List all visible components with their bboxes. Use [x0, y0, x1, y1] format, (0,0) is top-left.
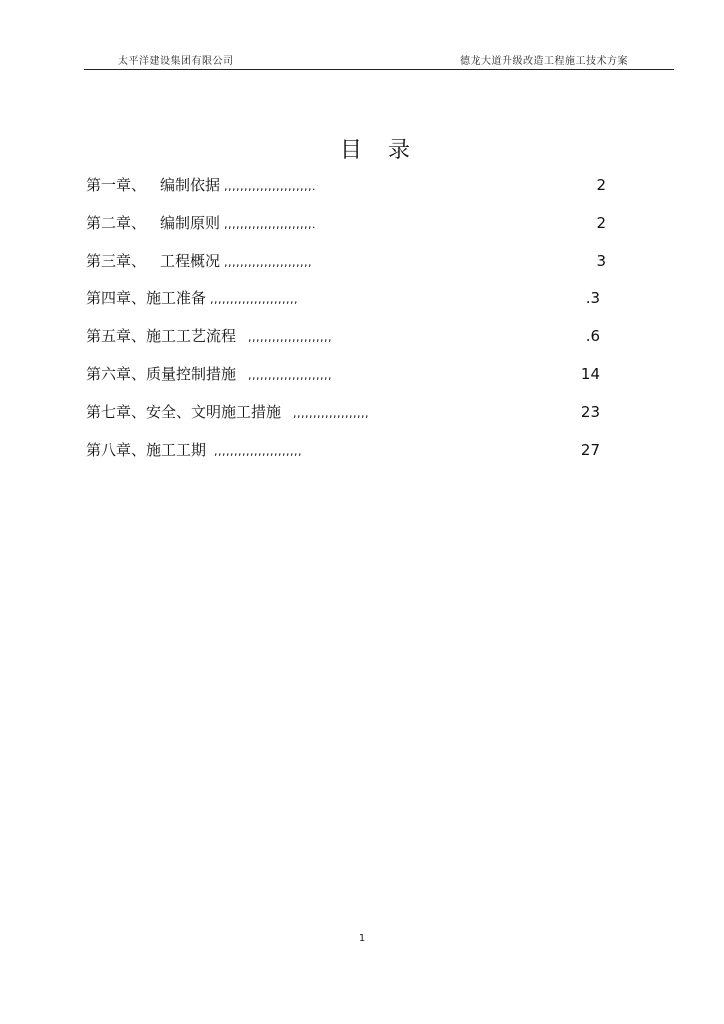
toc-leader: ,,,,,,,,,,,,,,,,,,,,,,.: [224, 180, 316, 193]
toc-entry-chapter-4[interactable]: [86, 288, 606, 308]
toc-page-number: 23: [580, 403, 600, 421]
toc-page-number: .6: [585, 327, 600, 345]
toc-chapter-name: 施工工期: [146, 441, 207, 459]
toc-chapter-label: 第二章、: [86, 214, 147, 232]
toc-chapter-name: 施工准备: [146, 289, 207, 307]
header-divider: [84, 69, 674, 70]
toc-chapter-label: 第四章、: [86, 289, 147, 307]
toc-leader: ,,,,,,,,,,,,,,,,,,,: [293, 407, 369, 420]
toc-chapter-label: 第八章、: [86, 441, 147, 459]
toc-chapter-label: 第七章、: [86, 403, 147, 421]
toc-page-number: 14: [580, 365, 600, 383]
toc-chapter-name: 安全、文明施工措施: [146, 403, 282, 421]
footer-page-number: 1: [358, 933, 366, 944]
toc-leader: ,,,,,,,,,,,,,,,,,,,,,,: [224, 256, 312, 269]
toc-leader: ,,,,,,,,,,,,,,,,,,,,,,: [210, 293, 298, 306]
toc-chapter-name: 施工工艺流程: [146, 327, 237, 345]
toc-chapter-label: 第一章、: [86, 176, 147, 194]
toc-chapter-name: 编制依据: [160, 176, 221, 194]
toc-page-number: 2: [596, 214, 606, 232]
toc-title: [340, 133, 410, 164]
toc-page-number: 2: [596, 176, 606, 194]
toc-entry-chapter-1[interactable]: [86, 175, 606, 195]
toc-entry-chapter-6[interactable]: [86, 364, 606, 384]
toc-leader: ,,,,,,,,,,,,,,,,,,,,,,: [214, 445, 302, 458]
toc-entry-chapter-8[interactable]: [86, 440, 606, 460]
header-company: 太平洋建设集团有限公司: [118, 56, 234, 67]
toc-leader: ,,,,,,,,,,,,,,,,,,,,,,.: [224, 218, 316, 231]
toc-chapter-name: 编制原则: [160, 214, 221, 232]
toc-entry-chapter-2[interactable]: [86, 213, 606, 233]
toc-entry-chapter-7[interactable]: [86, 402, 606, 422]
toc-page-number: 27: [580, 441, 600, 459]
toc-chapter-name: 工程概况: [160, 252, 221, 270]
toc-leader: ,,,,,,,,,,,,,,,,,,,,,: [248, 369, 332, 382]
toc-leader: ,,,,,,,,,,,,,,,,,,,,,: [248, 331, 332, 344]
toc-title-char-1: 目: [340, 138, 363, 163]
toc-chapter-label: 第六章、: [86, 365, 147, 383]
toc-page-number: .3: [585, 289, 600, 307]
toc-entry-chapter-3[interactable]: [86, 251, 606, 271]
toc-page-number: 3: [596, 252, 606, 270]
toc-title-char-2: 录: [388, 138, 411, 163]
toc-entry-chapter-5[interactable]: [86, 326, 606, 346]
toc-chapter-name: 质量控制措施: [146, 365, 237, 383]
toc-chapter-label: 第三章、: [86, 252, 147, 270]
toc-chapter-label: 第五章、: [86, 327, 147, 345]
header-project-title: 德龙大道升级改造工程施工技术方案: [460, 56, 628, 67]
